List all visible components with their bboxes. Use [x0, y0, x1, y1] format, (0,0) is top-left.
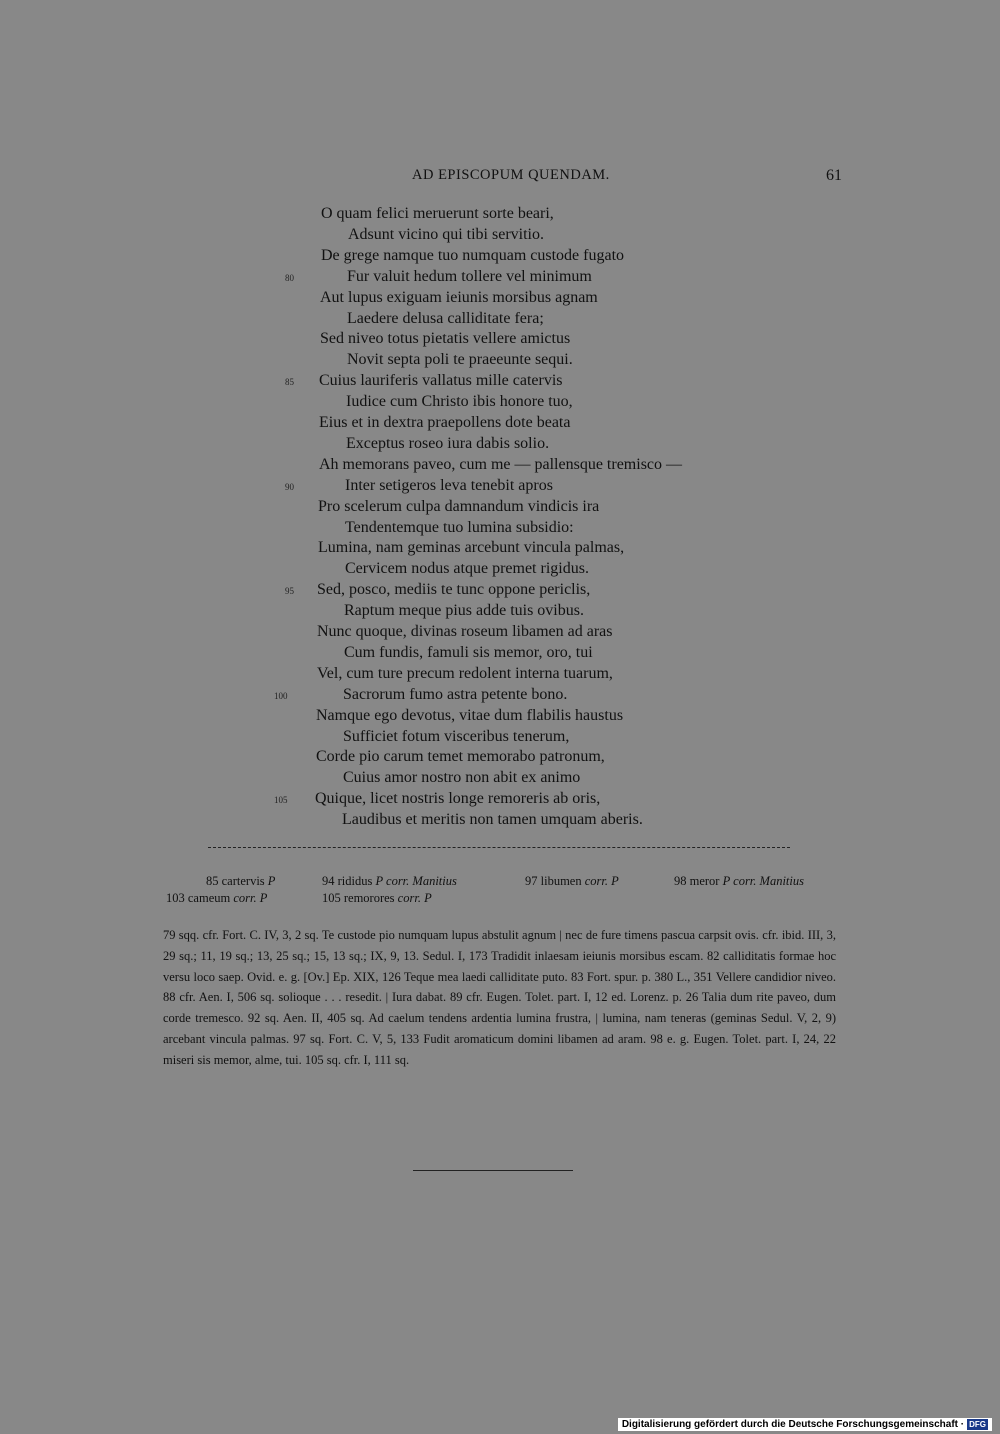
apparatus-lemma: rididus — [337, 874, 373, 888]
verse-line: Iudice cum Christo ibis honore tuo, — [346, 393, 573, 411]
apparatus-entry — [322, 891, 432, 906]
line-number: 100 — [274, 690, 288, 701]
verse-line: Aut lupus exiguam ieiunis morsibus agnam — [320, 288, 598, 306]
separator-rule — [208, 847, 790, 848]
page-number: 61 — [826, 167, 842, 184]
apparatus-lemma: cartervis — [221, 874, 265, 888]
apparatus-note: corr. P — [233, 891, 268, 905]
footer-text: Digitalisierung gefördert durch die Deutsche Forschungsgemeinschaft · — [621, 1419, 965, 1430]
verse-line: Cuius lauriferis vallatus mille catervis — [319, 372, 563, 390]
apparatus-line-number: 85 — [206, 874, 219, 888]
verse-line: Pro scelerum culpa damnandum vindicis ira — [318, 497, 600, 515]
apparatus-lemma: libumen — [540, 874, 582, 888]
running-head: AD EPISCOPUM QUENDAM. — [412, 167, 610, 183]
apparatus-line-number: 103 — [166, 891, 185, 905]
apparatus-entry — [525, 874, 619, 889]
verse-line: O quam felici meruerunt sorte beari, — [321, 205, 554, 222]
verse-line: Exceptus roseo iura dabis solio. — [346, 434, 550, 452]
end-rule — [413, 1170, 573, 1171]
verse-line: Sed, posco, mediis te tunc oppone periclis, — [317, 581, 591, 599]
verse-line: Quique, licet nostris longe remoreris ab oris, — [315, 790, 601, 808]
apparatus-line-number: 98 — [674, 874, 687, 888]
verse-line: Cuius amor nostro non abit ex animo — [343, 769, 581, 787]
apparatus-note: corr. P — [397, 891, 432, 905]
verse-line: Fur valuit hedum tollere vel minimum — [347, 267, 592, 285]
verse-line: Cum fundis, famuli sis memor, oro, tui — [344, 643, 593, 661]
apparatus-entry — [322, 874, 457, 889]
apparatus-note: P — [267, 874, 276, 888]
verse-line: Raptum meque pius adde tuis ovibus. — [344, 602, 584, 620]
apparatus-line-number: 105 — [322, 891, 341, 905]
apparatus-entry — [206, 874, 275, 889]
apparatus-entry — [674, 874, 804, 889]
verse-line: Inter setigeros leva tenebit apros — [345, 476, 553, 494]
apparatus-note: P corr. Manitius — [722, 874, 804, 888]
dfg-logo-icon: DFG — [969, 1420, 986, 1429]
apparatus-lemma: cameum — [187, 891, 231, 905]
verse-line: Namque ego devotus, vitae dum flabilis haustus — [316, 706, 624, 724]
verse-line: Nunc quoque, divinas roseum libamen ad aras — [317, 623, 613, 640]
apparatus-entry — [166, 891, 267, 906]
verse-line: Eius et in dextra praepollens dote beata — [319, 414, 571, 431]
apparatus-lemma: meror — [689, 874, 720, 888]
verse-line: Laudibus et meritis non tamen umquam aberis. — [342, 811, 643, 829]
apparatus-line-number: 97 — [525, 874, 538, 888]
verse-line: Tendentemque tuo lumina subsidio: — [345, 518, 574, 536]
line-number: 95 — [285, 586, 294, 597]
verse-line: Sacrorum fumo astra petente bono. — [343, 685, 568, 703]
line-number: 80 — [285, 272, 294, 283]
verse-line: Novit septa poli te praeeunte sequi. — [347, 351, 573, 369]
line-number: 85 — [285, 377, 294, 388]
verse-line: Ah memorans paveo, cum me — pallensque tremisco — — [319, 455, 683, 473]
verse-line: Laedere delusa calliditate fera; — [347, 309, 544, 327]
verse-line: De grege namque tuo numquam custode fugato — [321, 246, 625, 264]
sources-apparatus: 79 sqq. cfr. Fort. C. IV, 3, 2 sq. Te custode pio numquam lupus abstulit agnum | nec de fure timens pascua carpsit ovis. cfr. ibid. III, 3, 29 sq.; 11, 19 sq.; 13, 25 sq.; 15, 13 sq.; IX, 9, 13. Sedul. I, 173 Tradidit inlaesam ieiunis morsibus escam. 82 calliditatis formae hoc versu loco saep. Ovid. e. g. [Ov.] Ep. XIX, 126 Teque mea laedi calliditate puto. 83 Fort. spur. p. 380 L., 351 Vellere candidior niveo. 88 cfr. Aen. I, 506 sq. solioque . . . resedit. | Iura dabat. 89 cfr. Eugen. Tolet. part. I, 12 ed. Lorenz. p. 26 Talia dum rite paveo, dum corde tremesco. 92 sq. Aen. II, 405 sq. Ad caelum tendens ardentia lumina frustra, | lumina, nam teneras (geminas Sedul. V, 2, 9) arcebant vincula palmas. 97 sq. Fort. C. V, 5, 133 Fudit aromaticum domini libamen ad aram. 98 e. g. Eugen. Tolet. part. I, 24, 22 miseri sis memor, alme, tui. 105 sq. cfr. I, 111 sq. — [163, 928, 836, 1067]
verse-line: Adsunt vicino qui tibi servitio. — [348, 225, 544, 243]
verse-line: Cervicem nodus atque premet rigidus. — [345, 560, 589, 578]
verse-line: Lumina, nam geminas arcebunt vincula palmas, — [318, 539, 625, 557]
apparatus-lemma: remorores — [343, 891, 395, 905]
apparatus-note: P corr. Manitius — [375, 874, 457, 888]
line-number: 90 — [285, 481, 294, 492]
verse-line: Sufficiet fotum visceribus tenerum, — [343, 727, 570, 745]
verse-line: Vel, cum ture precum redolent interna tuarum, — [317, 664, 613, 682]
verse-line: Sed niveo totus pietatis vellere amictus — [320, 330, 571, 348]
verse-line: Corde pio carum temet memorabo patronum, — [316, 748, 605, 766]
line-number: 105 — [274, 795, 288, 806]
apparatus-note: corr. P — [584, 874, 619, 888]
apparatus-line-number: 94 — [322, 874, 335, 888]
dfg-footer — [618, 1418, 992, 1431]
